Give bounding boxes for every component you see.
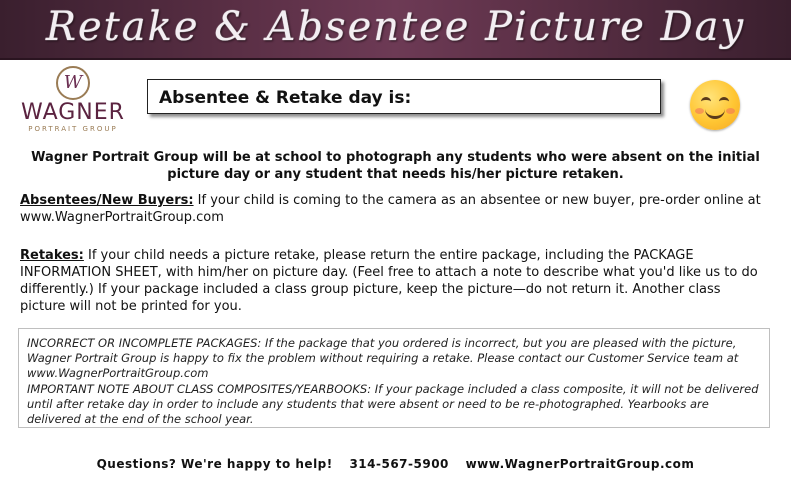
footer-contact [0,457,791,471]
logo-emblem-icon: W [56,66,90,100]
retakes-heading: Retakes: [20,248,84,263]
absentees-heading: Absentees/New Buyers: [20,193,194,208]
notes-box [18,328,770,428]
absentees-paragraph [20,192,770,226]
eye-left [701,97,711,106]
retake-date-box [147,79,661,114]
retake-date-label: Absentee & Retake day is: [159,88,412,108]
absentees-body: If your child is coming to the camera as an absentee or new buyer, pre-order online at www.WagnerPortraitGroup.com [20,193,761,225]
blush-right [726,108,735,114]
header-banner [0,0,791,60]
blush-left [695,108,704,114]
logo-subtitle: PORTRAIT GROUP [28,125,118,133]
incorrect-packages-note: INCORRECT OR INCOMPLETE PACKAGES: If the package that you ordered is incorrect, but you are pleased with the picture, Wagner Portrait Group is happy to fix the problem without requiring a retake. Please contact our Customer Service team at www.WagnerPortraitGroup.com [27,336,739,380]
intro-text: Wagner Portrait Group will be at school to photograph any students who were absent on the initial picture day or any student that needs his/her picture retaken. [31,150,760,182]
footer-website-link[interactable]: www.WagnerPortraitGroup.com [465,457,695,471]
smiling-face-icon [690,80,740,130]
retakes-body: If your child needs a picture retake, please return the entire package, including the PACKAGE INFORMATION SHEET, with him/her on picture day. (Feel free to attach a note to describe what you'd like us to do differently.) If your package included a class group picture, keep the picture—do not return it. Another class picture will not be printed for you. [20,248,758,314]
page-title: Retake & Absentee Picture Day [45,4,746,50]
mouth [705,106,725,119]
footer-question: Questions? We're happy to help! [96,457,333,471]
eye-right [719,97,729,106]
footer-phone[interactable]: 314-567-5900 [349,457,449,471]
class-composites-note: IMPORTANT NOTE ABOUT CLASS COMPOSITES/YEARBOOKS: If your package included a class composite, it will not be delivered until after retake day in order to include any students that were absent or need to be re-photographed. Yearbooks are delivered at the end of the school year. [27,382,759,426]
wagner-logo [18,66,128,132]
retakes-paragraph [20,247,770,315]
logo-brand-text: WAGNER [21,100,125,125]
